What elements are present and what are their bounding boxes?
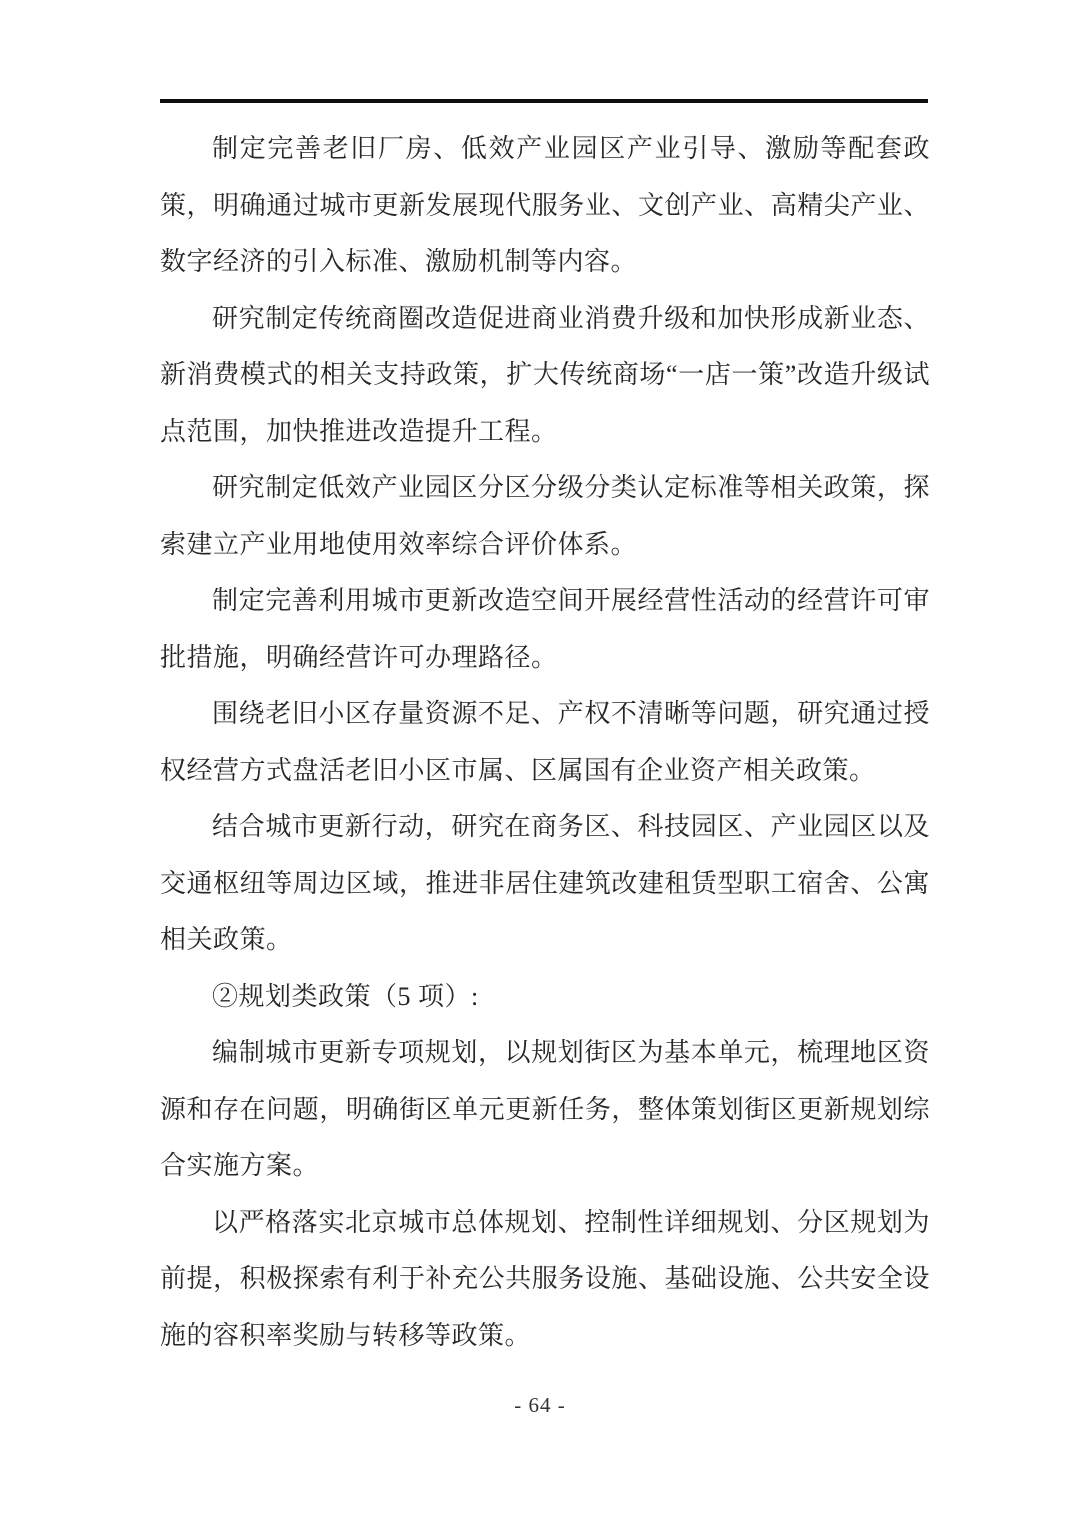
paragraph: 编制城市更新专项规划，以规划街区为基本单元，梳理地区资源和存在问题，明确街区单元更新任务，整体策划街区更新规划综合实施方案。 <box>160 1038 930 1180</box>
paragraph: 研究制定低效产业园区分区分级分类认定标准等相关政策，探索建立产业用地使用效率综合评价体系。 <box>160 473 930 559</box>
paragraph: 以严格落实北京城市总体规划、控制性详细规划、分区规划为前提，积极探索有利于补充公共服务设施、基础设施、公共安全设施的容积率奖励与转移等政策。 <box>160 1207 930 1350</box>
paragraph: 研究制定传统商圈改造促进商业消费升级和加快形成新业态、新消费模式的相关支持政策，扩大传统商场“一店一策”改造升级试点范围，加快推进改造提升工程。 <box>160 303 930 446</box>
paragraph: 制定完善利用城市更新改造空间开展经营性活动的经营许可审批措施，明确经营许可办理路径。 <box>160 586 930 672</box>
paragraph: 制定完善老旧厂房、低效产业园区产业引导、激励等配套政策，明确通过城市更新发展现代服务业、文创产业、高精尖产业、数字经济的引入标准、激励机制等内容。 <box>160 134 930 276</box>
page-number: - 64 - <box>514 1393 566 1417</box>
paragraph: ②规划类政策（5 项）: <box>212 981 479 1011</box>
document-body <box>160 121 930 1364</box>
paragraph: 围绕老旧小区存量资源不足、产权不清晰等问题，研究通过授权经营方式盘活老旧小区市属、区属国有企业资产相关政策。 <box>160 699 930 785</box>
paragraph: 结合城市更新行动，研究在商务区、科技园区、产业园区以及交通枢纽等周边区域，推进非居住建筑改建租赁型职工宿舍、公寓相关政策。 <box>160 812 930 954</box>
header-rule <box>160 99 928 103</box>
